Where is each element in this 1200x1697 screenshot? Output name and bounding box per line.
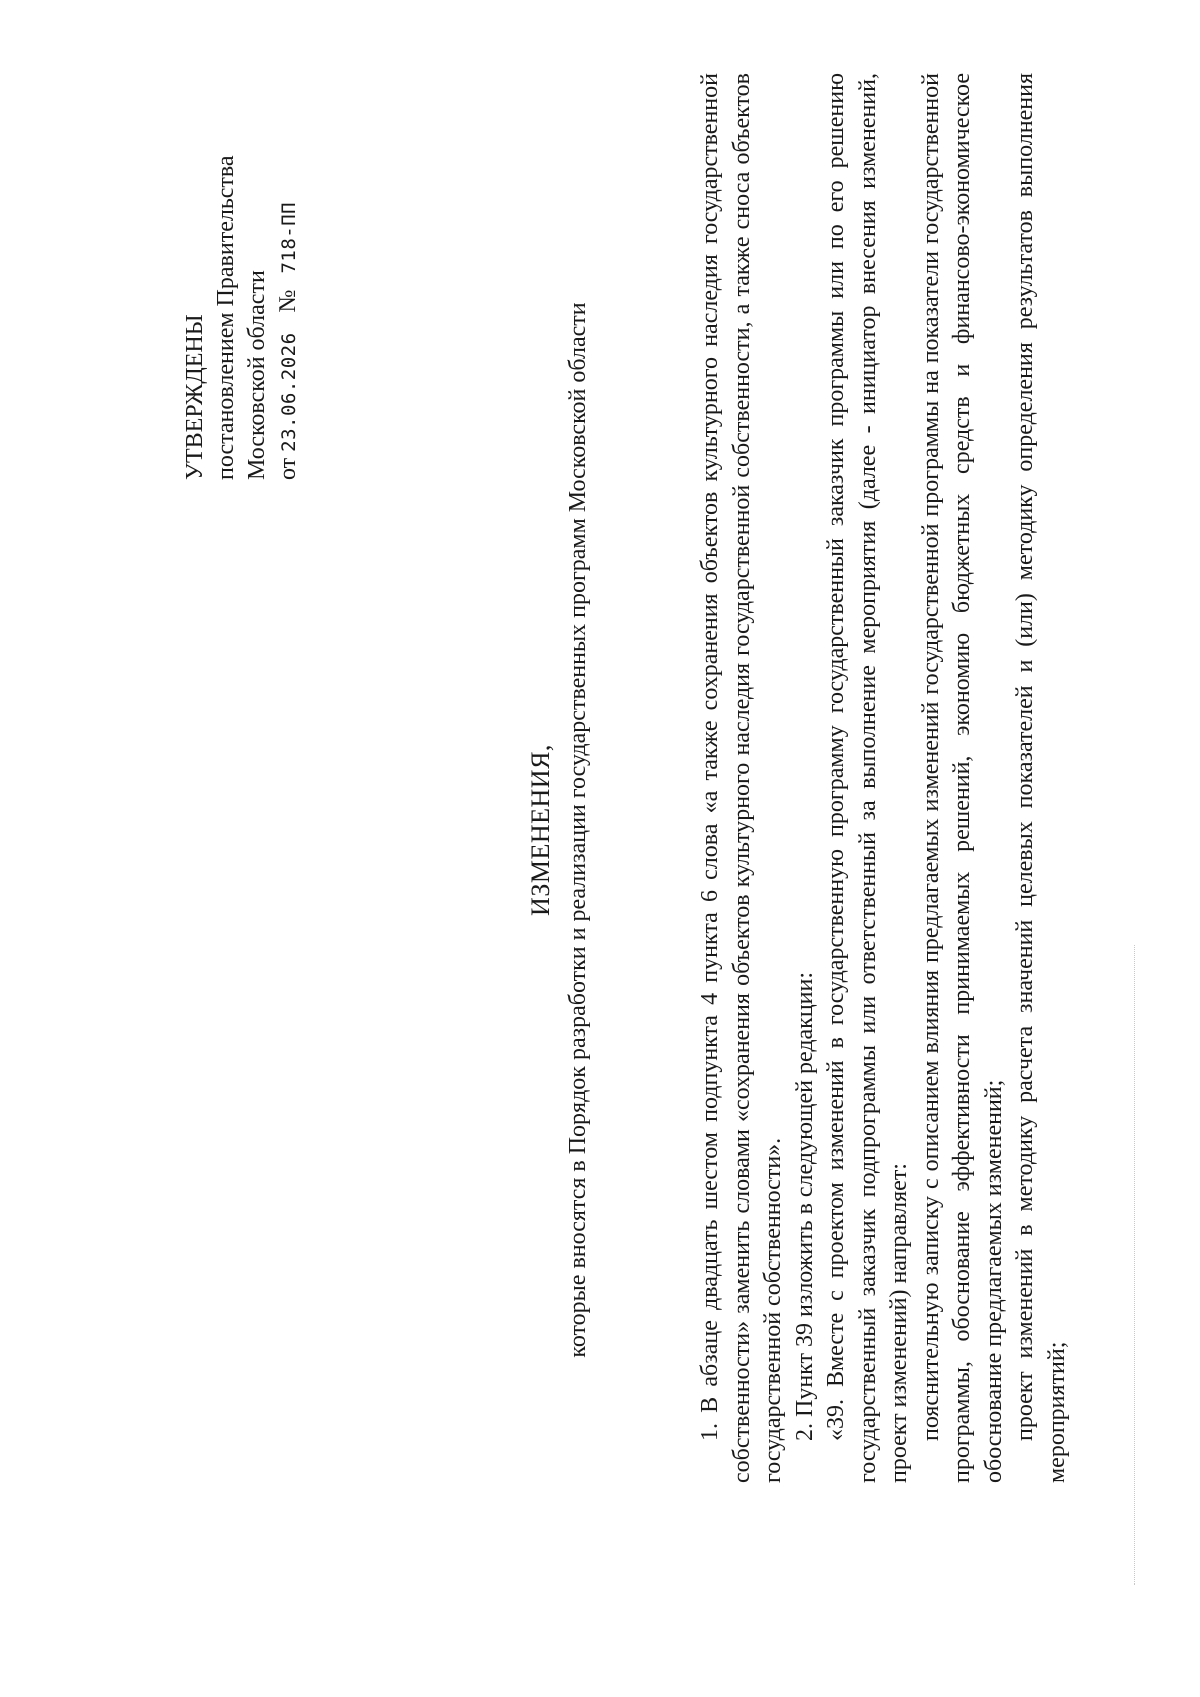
document-title: ИЗМЕНЕНИЯ,: [526, 744, 555, 916]
document-subtitle: которые вносятся в Порядок разработки и реализации государственных программ Московской области: [565, 302, 591, 1358]
approval-date: 23.06.2026: [278, 332, 300, 452]
paragraph-3: «39. Вместе с проектом изменений в государственную программу государственный заказчик программы или по его решению государственный заказчик подпрограммы или ответственный за выполнение мероприятия (далее - инициатор внесения изменений, проект изменений) направляет:: [823, 73, 912, 1483]
approval-heading: УТВЕРЖДЕНЫ: [182, 314, 208, 480]
approval-number-sign: №: [275, 289, 301, 313]
paragraph-1: 1. В абзаце двадцать шестом подпункта 4 пункта 6 слова «а также сохранения объектов культурного наследия государственной собственности» заменить словами «сохранения объектов культурного наследия государственной собственности, а также сноса объектов государственной собственности».: [697, 73, 786, 1483]
approval-line-2: Московской области: [244, 270, 270, 480]
document-body: [695, 73, 1073, 1483]
approval-number: 718-ПП: [278, 201, 300, 274]
approval-line-1: постановлением Правительства: [213, 155, 239, 480]
paragraph-4: пояснительную записку с описанием влияния предлагаемых изменений государственной программы на показатели государственной программы, обоснование эффективности принимаемых решений, экономию бюджетных средств и финансово-экономическое обоснование предлагаемых изменений;: [917, 73, 1007, 1483]
document-page: [85, 75, 1145, 1585]
paragraph-2: 2. Пункт 39 изложить в следующей редакции:: [791, 971, 818, 1441]
approval-date-prefix: от: [275, 457, 301, 480]
approval-date-line: [273, 120, 305, 480]
approval-stamp: [180, 120, 305, 480]
paragraph-5: проект изменений в методику расчета значений целевых показателей и (или) методику определения результатов выполнения мероприятий;: [1012, 73, 1070, 1483]
scan-footer-line: [1134, 945, 1139, 1585]
